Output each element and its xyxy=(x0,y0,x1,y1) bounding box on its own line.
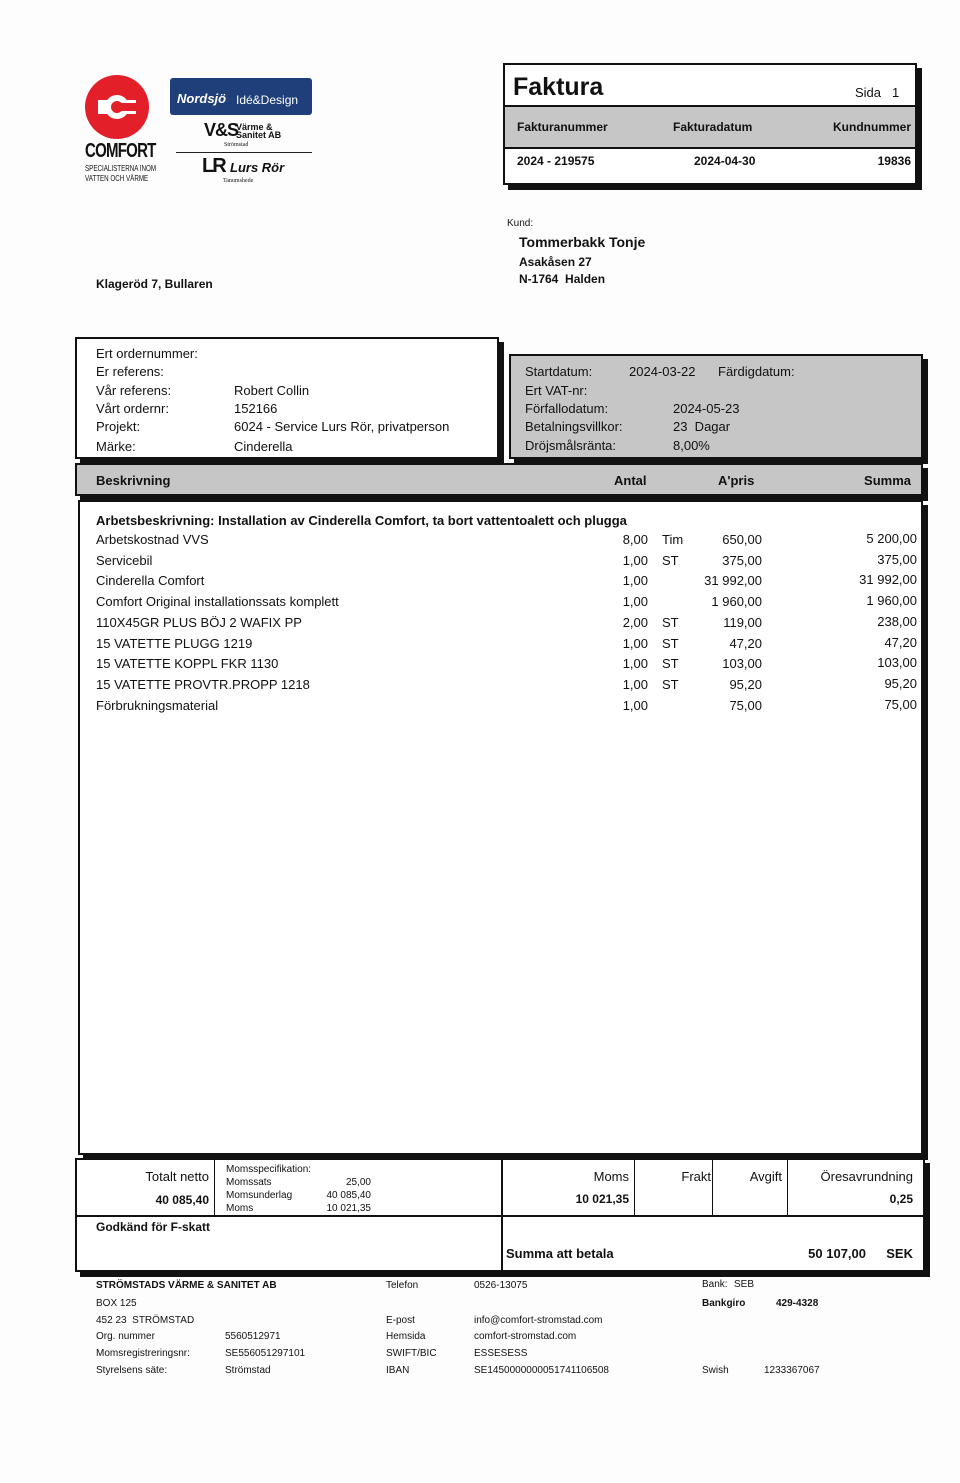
item-unit: ST xyxy=(662,552,679,568)
footer-org-label: Org. nummer xyxy=(96,1331,155,1342)
marke-value: Cinderella xyxy=(234,439,293,454)
er-referens-label: Er referens: xyxy=(96,364,164,379)
footer-city: 452 23 STRÖMSTAD xyxy=(96,1315,195,1326)
momssats-value: 25,00 xyxy=(345,1177,371,1188)
item-unit-price: 1 960,00 xyxy=(711,594,762,610)
totals-vertical-2 xyxy=(501,1160,503,1270)
site-address: Klageröd 7, Bullaren xyxy=(96,277,213,291)
vs-logo xyxy=(204,120,294,152)
invoice-date: 2024-04-30 xyxy=(694,154,756,168)
item-unit: ST xyxy=(662,614,679,630)
footer-telefon-label: Telefon xyxy=(386,1280,419,1291)
fskatt-text: Godkänd för F-skatt xyxy=(96,1220,211,1234)
totals-vertical-4 xyxy=(712,1160,713,1215)
customer-name: Tommerbakk Tonje xyxy=(519,234,646,250)
footer-bank-label: Bank: xyxy=(702,1279,728,1290)
item-sum: 1 960,00 xyxy=(866,593,917,609)
item-description: Cinderella Comfort xyxy=(96,573,205,589)
vs-logo-city: Strömstad xyxy=(224,142,249,148)
table-row xyxy=(80,636,921,656)
moms-label: Moms xyxy=(593,1169,629,1184)
comfort-logo-icon xyxy=(84,74,150,140)
footer-company: STRÖMSTADS VÄRME & SANITET AB xyxy=(96,1280,277,1291)
item-unit: ST xyxy=(662,676,679,692)
item-sum: 95,20 xyxy=(884,675,917,691)
lr-logo-mark: LR xyxy=(202,155,225,177)
var-referens-label: Vår referens: xyxy=(96,383,172,398)
item-quantity: 1,00 xyxy=(622,573,648,589)
momsunderlag-value: 40 085,40 xyxy=(326,1190,371,1201)
item-rows xyxy=(80,532,921,732)
vs-logo-mark: V&S xyxy=(204,120,239,140)
moms-small-label: Moms xyxy=(226,1203,254,1214)
item-description: 15 VATETTE PROVTR.PROPP 1218 xyxy=(96,676,310,692)
totals-vertical-5 xyxy=(787,1160,788,1215)
startdatum-label: Startdatum: xyxy=(525,364,593,379)
order-info-box xyxy=(75,337,499,459)
col-header-sum: Summa xyxy=(864,473,911,488)
footer-swift-label: SWIFT/BIC xyxy=(386,1348,437,1359)
item-unit: ST xyxy=(662,635,679,651)
col-header-description: Beskrivning xyxy=(96,473,171,488)
table-row xyxy=(80,573,921,593)
footer-iban-label: IBAN xyxy=(386,1365,410,1376)
comfort-logo-tagline-1: SPECIALISTERNA INOM xyxy=(85,164,157,173)
table-row xyxy=(80,677,921,697)
item-description: 15 VATETTE KOPPL FKR 1130 xyxy=(96,656,279,672)
vart-ordernr-value: 152166 xyxy=(234,401,278,416)
summa-value: 50 107,00 xyxy=(808,1246,866,1261)
totals-row-divider xyxy=(77,1215,923,1217)
item-sum: 238,00 xyxy=(877,613,917,629)
customer-number-label: Kundnummer xyxy=(833,120,911,134)
item-description: Förbrukningsmaterial xyxy=(96,697,219,713)
momsunderlag-label: Momsunderlag xyxy=(226,1190,293,1201)
var-referens-value: Robert Collin xyxy=(234,383,310,398)
footer-momsreg-label: Momsregistreringsnr: xyxy=(96,1348,190,1359)
items-table xyxy=(78,500,923,1155)
comfort-logo xyxy=(84,74,157,186)
item-unit: Tim xyxy=(662,532,684,547)
customer-label: Kund: xyxy=(507,218,534,229)
vs-logo-name-2: Sanitet AB xyxy=(236,130,282,140)
lr-logo-city: Tanumshede xyxy=(223,178,254,184)
footer-telefon-value: 0526-13075 xyxy=(474,1280,528,1291)
item-quantity: 1,00 xyxy=(622,697,648,713)
table-row xyxy=(80,656,921,676)
footer-iban-value: SE1450000000051741106508 xyxy=(474,1365,609,1376)
comfort-logo-tagline-2: VATTEN OCH VÄRME xyxy=(85,174,149,183)
netto-label: Totalt netto xyxy=(145,1169,209,1184)
footer-bankgiro-value: 429-4328 xyxy=(776,1298,819,1309)
table-row xyxy=(80,553,921,573)
oresavrundning-label: Öresavrundning xyxy=(820,1169,913,1184)
projekt-label: Projekt: xyxy=(96,419,141,434)
invoice-number: 2024 - 219575 xyxy=(517,154,595,168)
betalningsvillkor-label: Betalningsvillkor: xyxy=(525,419,623,434)
item-sum: 75,00 xyxy=(884,696,917,712)
startdatum-value: 2024-03-22 xyxy=(629,364,696,379)
footer-epost-value[interactable]: info@comfort-stromstad.com xyxy=(474,1315,603,1326)
footer-hemsida-value[interactable]: comfort-stromstad.com xyxy=(474,1331,577,1342)
item-quantity: 1,00 xyxy=(622,656,648,672)
item-description: Arbetskostnad VVS xyxy=(96,532,209,547)
drojsmal-value: 8,00% xyxy=(673,438,710,453)
invoice-title: Faktura xyxy=(513,73,604,101)
moms-value: 10 021,35 xyxy=(575,1192,629,1206)
col-header-unit-price: A'pris xyxy=(718,473,755,488)
table-header xyxy=(75,463,923,496)
footer-sate-label: Styrelsens säte: xyxy=(96,1365,168,1376)
nordsjo-logo-sub: Idé&Design xyxy=(236,93,299,107)
marke-label: Märke: xyxy=(96,439,136,454)
customer-number: 19836 xyxy=(877,154,911,168)
item-unit: ST xyxy=(662,656,679,672)
table-row xyxy=(80,698,921,718)
ert-ordernummer-label: Ert ordernummer: xyxy=(96,346,198,361)
table-row xyxy=(80,532,921,552)
footer-org-value: 5560512971 xyxy=(225,1331,281,1342)
item-sum: 375,00 xyxy=(877,551,917,567)
betalningsvillkor-value: 23 Dagar xyxy=(673,419,731,434)
item-quantity: 1,00 xyxy=(622,552,648,568)
table-row xyxy=(80,594,921,614)
logo-divider xyxy=(176,152,312,153)
item-quantity: 8,00 xyxy=(622,532,648,547)
projekt-value: 6024 - Service Lurs Rör, privatperson xyxy=(234,419,450,434)
terms-box xyxy=(509,354,923,459)
vat-label: Ert VAT-nr: xyxy=(525,383,588,398)
totals-vertical-1 xyxy=(214,1160,215,1215)
footer-box: BOX 125 xyxy=(96,1298,137,1309)
page-number: 1 xyxy=(892,85,900,100)
footer-swish-value: 1233367067 xyxy=(764,1365,820,1376)
item-quantity: 1,00 xyxy=(622,594,648,610)
vs-logo-name-1: Värme & xyxy=(236,122,273,132)
frakt-label: Frakt xyxy=(681,1169,711,1184)
item-unit-price: 31 992,00 xyxy=(704,573,762,589)
totals-box xyxy=(75,1158,925,1272)
item-unit-price: 47,20 xyxy=(729,635,762,651)
page-label: Sida xyxy=(855,85,882,100)
forfallodatum-label: Förfallodatum: xyxy=(525,401,609,416)
item-unit-price: 119,00 xyxy=(723,614,762,630)
footer-swish-label: Swish xyxy=(702,1365,729,1376)
item-quantity: 1,00 xyxy=(622,676,648,692)
item-unit-price: 375,00 xyxy=(722,552,762,568)
vart-ordernr-label: Vårt ordernr: xyxy=(96,401,169,416)
item-description: Servicebil xyxy=(96,552,153,568)
comfort-logo-name: COMFORT xyxy=(85,140,156,162)
invoice-header-labels xyxy=(505,105,915,149)
item-description: 110X45GR PLUS BÖJ 2 WAFIX PP xyxy=(96,614,302,630)
footer-sate-value: Strömstad xyxy=(225,1365,271,1376)
item-description: 15 VATETTE PLUGG 1219 xyxy=(96,635,253,651)
oresavrundning-value: 0,25 xyxy=(889,1192,913,1206)
invoice-date-label: Fakturadatum xyxy=(673,120,753,134)
item-quantity: 1,00 xyxy=(622,635,648,651)
totals-vertical-3 xyxy=(634,1160,635,1215)
col-header-quantity: Antal xyxy=(614,473,647,488)
invoice-header-box xyxy=(503,63,917,185)
invoice-number-label: Fakturanummer xyxy=(517,120,608,134)
footer-swift-value: ESSESESS xyxy=(474,1348,528,1359)
drojsmal-label: Dröjsmålsränta: xyxy=(525,438,617,453)
item-description: Comfort Original installationssats komplett xyxy=(96,594,339,610)
moms-small-value: 10 021,35 xyxy=(326,1203,371,1214)
item-sum: 31 992,00 xyxy=(859,572,917,588)
fardigdatum-label: Färdigdatum: xyxy=(718,364,795,379)
momssats-label: Momssats xyxy=(226,1177,272,1188)
footer-bank-value: SEB xyxy=(734,1279,755,1290)
netto-value: 40 085,40 xyxy=(155,1193,209,1207)
avgift-label: Avgift xyxy=(749,1169,782,1184)
nordsjo-logo xyxy=(170,78,312,115)
item-unit-price: 650,00 xyxy=(722,532,762,547)
footer-epost-label: E-post xyxy=(386,1315,415,1326)
footer-bankgiro-label: Bankgiro xyxy=(702,1298,746,1309)
item-sum: 103,00 xyxy=(877,655,917,671)
lr-logo-name: Lurs Rör xyxy=(230,160,285,175)
item-sum: 5 200,00 xyxy=(866,531,917,546)
item-unit-price: 103,00 xyxy=(722,656,762,672)
item-sum: 47,20 xyxy=(884,634,917,650)
footer-momsreg-value: SE556051297101 xyxy=(225,1348,306,1359)
moms-spec-label: Momsspecifikation: xyxy=(226,1164,312,1175)
currency: SEK xyxy=(886,1246,913,1261)
item-unit-price: 75,00 xyxy=(729,697,762,713)
table-row xyxy=(80,615,921,635)
nordsjo-logo-name: Nordsjö xyxy=(177,91,227,106)
customer-postal: N-1764 Halden xyxy=(519,272,606,286)
work-description: Arbetsbeskrivning: Installation av Cinderella Comfort, ta bort vattentoalett och plugga xyxy=(96,513,627,528)
customer-street: Asakåsen 27 xyxy=(519,255,592,269)
forfallodatum-value: 2024-05-23 xyxy=(673,401,740,416)
lr-logo xyxy=(202,157,292,187)
item-unit-price: 95,20 xyxy=(729,676,762,692)
footer-hemsida-label: Hemsida xyxy=(386,1331,426,1342)
summa-label: Summa att betala xyxy=(506,1246,614,1261)
item-quantity: 2,00 xyxy=(622,614,648,630)
